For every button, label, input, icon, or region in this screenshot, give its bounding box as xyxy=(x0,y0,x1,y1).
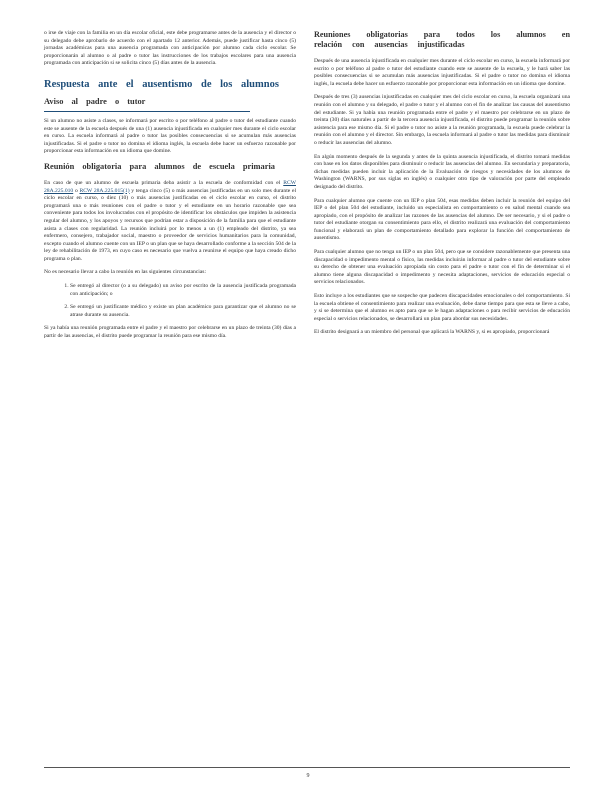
paragraph: En algún momento después de la segunda y antes de la quinta ausencia injustificada, el distrito tomará medidas con base en los datos disponibles para disminuir o reducir las ausencias del alumno. En secundaria y preparatoria, dichas medidas pueden incluir la aplicación de la Evaluación de riesgos y necesidades de los alumnos de Washington (WARNS, por sus siglas en inglés) o cualquier otro tipo de valoración por parte del empleado designado del distrito. xyxy=(314,153,570,190)
page-number: 9 xyxy=(306,773,310,779)
right-column xyxy=(314,30,570,343)
paragraph: Después de una ausencia injustificada en cualquier mes durante el ciclo escolar en curso, la escuela informará por escrito o por teléfono al padre o tutor del estudiante cuando este se ausente de la escuela, y le hará saber las posibles consecuencias si se acumulan más ausencias injustificadas. Si el padre o tutor no domina el idioma inglés, la escuela debe hacer un esfuerzo razonable por proporcionar esta información en un idioma que domine. xyxy=(314,58,570,87)
paragraph-no-meeting: No es necesario llevar a cabo la reunión en las siguientes circunstancias: xyxy=(44,269,207,276)
subheading-elementary-meeting: Reunión obligatoria para alumnos de escuela primaria xyxy=(44,161,275,171)
paragraph: Esto incluye a los estudiantes que se sospeche que padecen discapacidades emocionales o del comportamiento. Si la escuela obtiene el consentimiento para realizar una evaluación, debe darse tiempo para que esta se lleve a cabo, y si se determina que el alumno es apto para que se le hagan adaptaciones o para recibir servicios de educación especial o servicios relacionados, se desarrollará un plan para abordar sus necesidades. xyxy=(314,293,570,322)
paragraph-scheduled-meeting: Si ya había una reunión programada entre el padre y el maestro por celebrarse en un plazo de treinta (30) días a partir de las ausencias, el distrito puede programar la reunión para ese mismo día. xyxy=(44,325,296,340)
rcw-link-1[interactable]: RCW 28A.225.010 xyxy=(44,179,296,194)
paragraph: El distrito designará a un miembro del personal que aplicará la WARNS y, si es apropiado, proporcionará xyxy=(314,329,550,336)
exceptions-list xyxy=(44,283,296,319)
paragraph-intro: o irse de viaje con la familia en un día escolar oficial, este debe programarse antes de la ausencia y el director o su delegado debe aprobarlo de acuerdo con el apartado 12 anterior. Además, puede justificar hasta cinco (5) jornadas académicas para una ausencia programada con anticipación por alumno cada ciclo escolar. Se proporcionarán al alumno o al padre o tutor las instrucciones de los trabajos escolares para una ausencia programada con anticipación si se solicita cinco (5) días antes de la ausencia. xyxy=(44,30,296,67)
section-heading-absenteeism: Respuesta ante el ausentismo de los alumnos xyxy=(44,78,279,90)
heading-underline xyxy=(44,111,250,112)
paragraph: Después de tres (3) ausencias injustificadas en cualquier mes del ciclo escolar en curso, la escuela organizará una reunión con el alumno y su delegado, el padre o tutor y el alumno con el fin de analizar las causas del ausentismo del estudiante. Si ya había una reunión programada entre el padre y el maestro por celebrarse en un plazo de treinta (30) días naturales a partir de la tercera ausencia injustificada, el distrito puede programar la reunión sobre asistencia para ese mismo día. Si el padre o tutor no asiste a la reunión programada, la escuela puede celebrar la reunión con el alumno y el director. Sin embargo, la escuela informará al padre o tutor las medidas para disminuir o reducir las ausencias del alumno. xyxy=(314,94,570,146)
footer-divider xyxy=(44,767,570,768)
list-item: 1. Se entregó al director (o a su delegado) un aviso por escrito de la ausencia justificada programada con anticipación; o xyxy=(70,283,296,298)
paragraph: Para cualquier alumno que no tenga un IEP o un plan 504, pero que se considere razonablemente que presenta una discapacidad o impedimento mental o físico, las medidas incluirán informar al padre o tutor del estudiante sobre su derecho de obtener una evaluación apropiada sin costo para el padre o tutor con el fin de determinar si el alumno tiene alguna discapacidad o impedimento y necesita adaptaciones, servicios de educación especial o servicios relacionados. xyxy=(314,249,570,286)
paragraph-elementary-meeting: En caso de que un alumno de escuela primaria deba asistir a la escuela de conformidad con el RCW 28A.225.010 o RCW 28A.225.015(1) y tenga cinco (5) o más ausencias justificadas en un solo mes durante el ciclo escolar en curso, o diez (10) o más ausencias justificadas en el ciclo escolar en curso, el distrito programará una o más reuniones con el padre o tutor y el estudiante en un horario razonable que sea conveniente para todos los involucrados con el propósito de identificar los obstáculos que impiden la asistencia regular del alumno, y los apoyos y recursos que podrían estar a disposición de la familia para que el estudiante asista a clases con regularidad. La reunión incluirá por lo menos a un (1) empleado del distrito, ya sea enfermero, consejero, trabajador social, maestro o proveedor de servicios humanitarios para la comunidad, excepto cuando el alumno cuente con un IEP o un plan que se haya desarrollado conforme a la sección 504 de la ley de rehabilitación de 1973, en cuyo caso es necesario que vuelva a reunirse el equipo que haya creado dicho programa o plan. xyxy=(44,179,297,262)
paragraph: Para cualquier alumno que cuente con un IEP o plan 504, esas medidas deben incluir la reunión del equipo del IEP o del plan 504 del estudiante, incluido un especialista en comportamiento o en salud mental cuando sea apropiado, con el propósito de analizar las razones de las ausencias del alumno. De ser necesario, y si el padre o tutor del estudiante otorgan su consentimiento para ello, el distrito realizará una evaluación del comportamiento funcional y elaborará un plan de comportamiento detallado para explorar la función del comportamiento de ausentismo. xyxy=(314,197,570,242)
paragraph-parent-notice: Si un alumno no asiste a clases, se informará por escrito o por teléfono al padre o tutor del estudiante cuando este se ausente de la escuela después de una (1) ausencia injustificada en cualquier mes durante el ciclo escolar en curso. La escuela informará al padre o tutor las posibles consecuencias si se acumulan más ausencias injustificadas. Si el padre o tutor no domina el idioma inglés, la escuela debe hacer un esfuerzo razonable por proporcionar esta información en un idioma que domine. xyxy=(44,117,296,155)
left-column xyxy=(44,30,296,347)
rcw-link-2[interactable]: RCW 28A.225.015(1) xyxy=(79,187,130,194)
list-item: 2. Se entregó un justificante médico y existe un plan académico para garantizar que el alumno no se atrase durante su ausencia. xyxy=(70,304,296,319)
subheading-parent-notice: Aviso al padre o tutor xyxy=(44,96,146,106)
subheading-unexcused-meetings: Reuniones obligatorias para todos los alumnos en relación con ausencias injustificadas xyxy=(314,30,570,49)
